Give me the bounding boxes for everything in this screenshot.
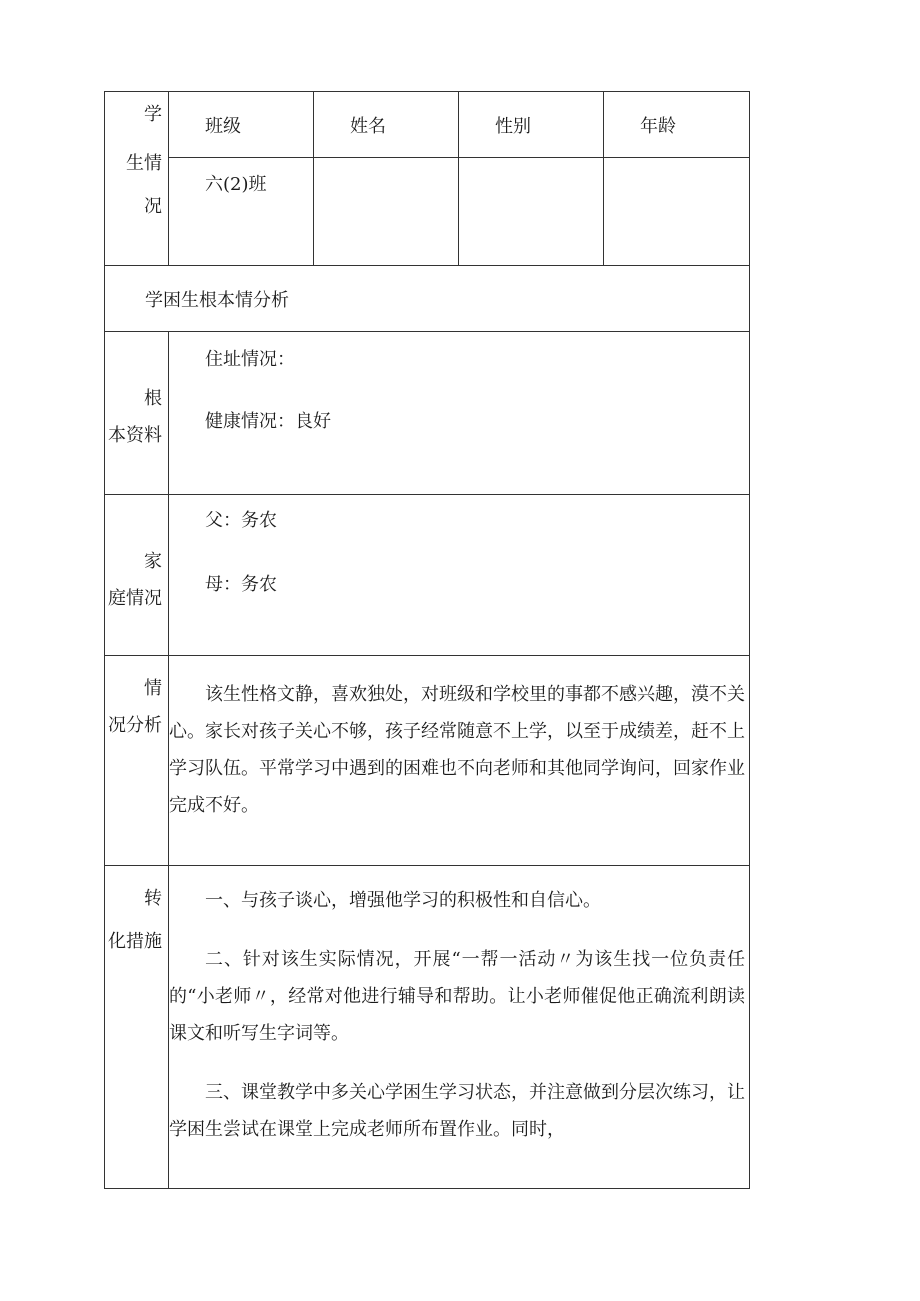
label-line: 庭情况 xyxy=(108,588,162,609)
measures-content xyxy=(169,866,750,1189)
family-label xyxy=(105,495,169,656)
analysis-content xyxy=(169,656,750,866)
analysis-paragraph: 该生性格文静，喜欢独处，对班级和学校里的事都不感兴趣，漠不关心。家长对孩子关心不够，孩子经常随意不上学，以至于成绩差，赶不上学习队伍。平常学习中遇到的困难也不向老师和其他同学询问，回家作业完成不好。 xyxy=(169,684,745,816)
label-line: 况分析 xyxy=(108,715,162,736)
student-info-value-row xyxy=(105,158,750,266)
measure-item-1: 一、与孩子谈心，增强他学习的积极性和自信心。 xyxy=(205,890,601,911)
label-line: 生情 xyxy=(126,153,162,174)
value-age xyxy=(604,158,750,266)
family-row xyxy=(105,495,750,656)
address-line: 住址情况： xyxy=(205,349,295,370)
label-line: 转 xyxy=(144,888,162,909)
basic-info-content xyxy=(169,332,750,495)
student-info-header-row xyxy=(105,92,750,158)
health-line: 健康情况：良好 xyxy=(205,411,331,432)
student-transformation-form xyxy=(104,91,750,1189)
header-age: 年龄 xyxy=(604,92,750,158)
label-line: 况 xyxy=(144,196,162,217)
family-content xyxy=(169,495,750,656)
value-gender xyxy=(459,158,604,266)
label-line: 家 xyxy=(144,551,162,572)
measures-row xyxy=(105,866,750,1189)
value-class: 六(2)班 xyxy=(169,158,314,266)
basic-info-row xyxy=(105,332,750,495)
analysis-label xyxy=(105,656,169,866)
header-gender: 性别 xyxy=(459,92,604,158)
section-title: 学困生根本情分析 xyxy=(105,266,750,332)
header-name: 姓名 xyxy=(314,92,459,158)
analysis-row xyxy=(105,656,750,866)
basic-info-label xyxy=(105,332,169,495)
section-title-row xyxy=(105,266,750,332)
mother-line: 母：务农 xyxy=(205,574,277,595)
header-class: 班级 xyxy=(169,92,314,158)
label-line: 情 xyxy=(144,678,162,699)
measures-label xyxy=(105,866,169,1189)
father-line: 父：务农 xyxy=(205,510,277,531)
measure-item-2: 二、针对该生实际情况，开展“一帮一活动〃为该生找一位负责任的“小老师〃，经常对他进行辅导和帮助。让小老师催促他正确流利朗读课文和听写生字词等。 xyxy=(169,949,745,1044)
label-line: 根 xyxy=(144,388,162,409)
student-info-label xyxy=(105,92,169,266)
label-line: 学 xyxy=(144,104,162,125)
label-line: 化措施 xyxy=(108,931,162,952)
measure-item-3: 三、课堂教学中多关心学困生学习状态，并注意做到分层次练习，让学困生尝试在课堂上完成老师所布置作业。同时， xyxy=(169,1082,745,1140)
value-name xyxy=(314,158,459,266)
label-line: 本资料 xyxy=(108,425,162,446)
